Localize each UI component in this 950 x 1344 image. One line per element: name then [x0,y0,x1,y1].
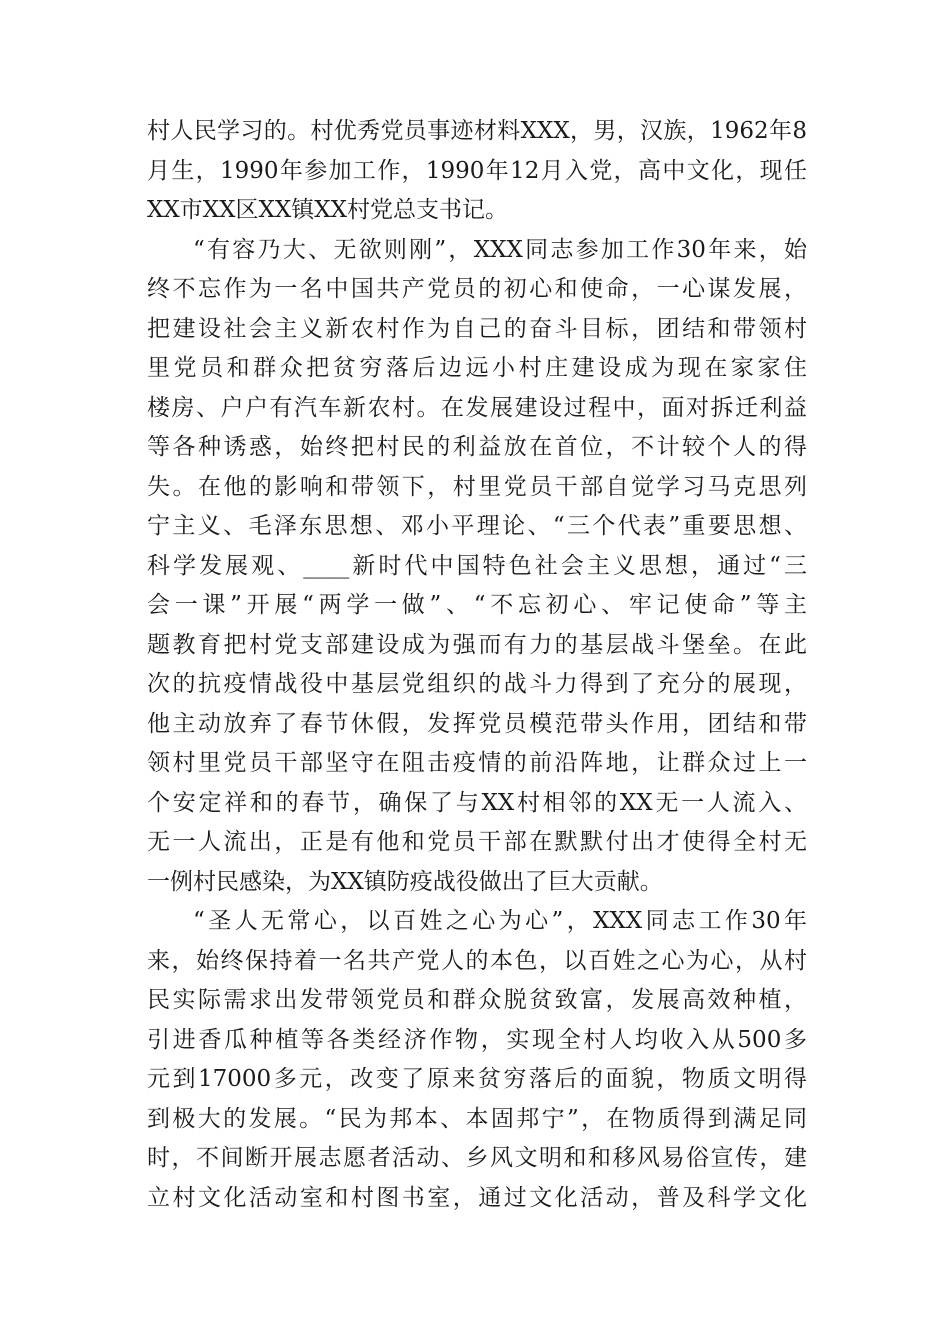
paragraph-first-line: “有容乃大、无欲则刚”，XXX同志参加工作30年来，始 [193,236,807,263]
text-line: 等各种诱惑，始终把村民的利益放在首位，不计较个人的得 [147,434,807,460]
text-line: 领村里党员干部坚守在阻击疫情的前沿阵地，让群众过上一 [147,750,807,776]
text-line: 一例村民感染，为XX镇防疫战役做出了巨大贡献。 [147,868,663,895]
text-line: 到极大的发展。“民为邦本、本固邦宁”，在物质得到满足同 [147,1105,807,1132]
text-line: 元到17000多元，改变了原来贫穷落后的面貌，物质文明得 [147,1066,807,1092]
text-line: 题教育把村党支部建设成为强而有力的基层战斗堡垒。在此 [147,631,807,658]
text-line: 立村文化活动室和村图书室，通过文化活动，普及科学文化 [147,1184,807,1211]
text-line: 月生，1990年参加工作，1990年12月入党，高中文化，现任 [147,157,807,184]
text-line: 来，始终保持着一名共产党人的本色，以百姓之心为心，从村 [147,947,807,974]
text-line: 民实际需求出发带领党员和群众脱贫致富，发展高效种植， [147,987,807,1013]
text-line: 宁主义、毛泽东思想、邓小平理论、“三个代表”重要思想、 [147,513,807,539]
text-line: 他主动放弃了春节休假，发挥党员模范带头作用，团结和带 [147,710,807,737]
text-line: 会一课”开展“两学一做”、“不忘初心、牢记使命”等主 [147,592,807,618]
text-line: 次的抗疫情战役中基层党组织的战斗力得到了充分的展现， [147,671,807,697]
text-line: 失。在他的影响和带领下，村里党员干部自觉学习马克思列 [147,473,807,500]
text-line: 科学发展观、____新时代中国特色社会主义思想，通过“三 [147,552,807,579]
document-body [147,112,807,1218]
text-line: 时，不间断开展志愿者活动、乡风文明和和移风易俗宣传，建 [147,1145,807,1171]
text-line: 终不忘作为一名中国共产党员的初心和使命，一心谋发展， [147,276,807,302]
text-line: 引进香瓜种植等各类经济作物，实现全村人均收入从500多 [147,1026,807,1053]
text-line: XX市XX区XX镇XX村党总支书记。 [147,197,508,223]
paragraph-first-line: “圣人无常心，以百姓之心为心”，XXX同志工作30年 [193,908,807,934]
text-line: 无一人流出，正是有他和党员干部在默默付出才使得全村无 [147,829,807,855]
text-line: 个安定祥和的春节，确保了与XX村相邻的XX无一人流入、 [147,789,807,816]
text-line: 里党员和群众把贫穷落后边远小村庄建设成为现在家家住 [147,355,807,381]
text-line: 楼房、户户有汽车新农村。在发展建设过程中，面对拆迁利益 [147,394,807,421]
text-line: 把建设社会主义新农村作为自己的奋斗目标，团结和带领村 [147,315,807,342]
text-line: 村人民学习的。村优秀党员事迹材料XXX，男，汉族，1962年8 [147,118,807,144]
